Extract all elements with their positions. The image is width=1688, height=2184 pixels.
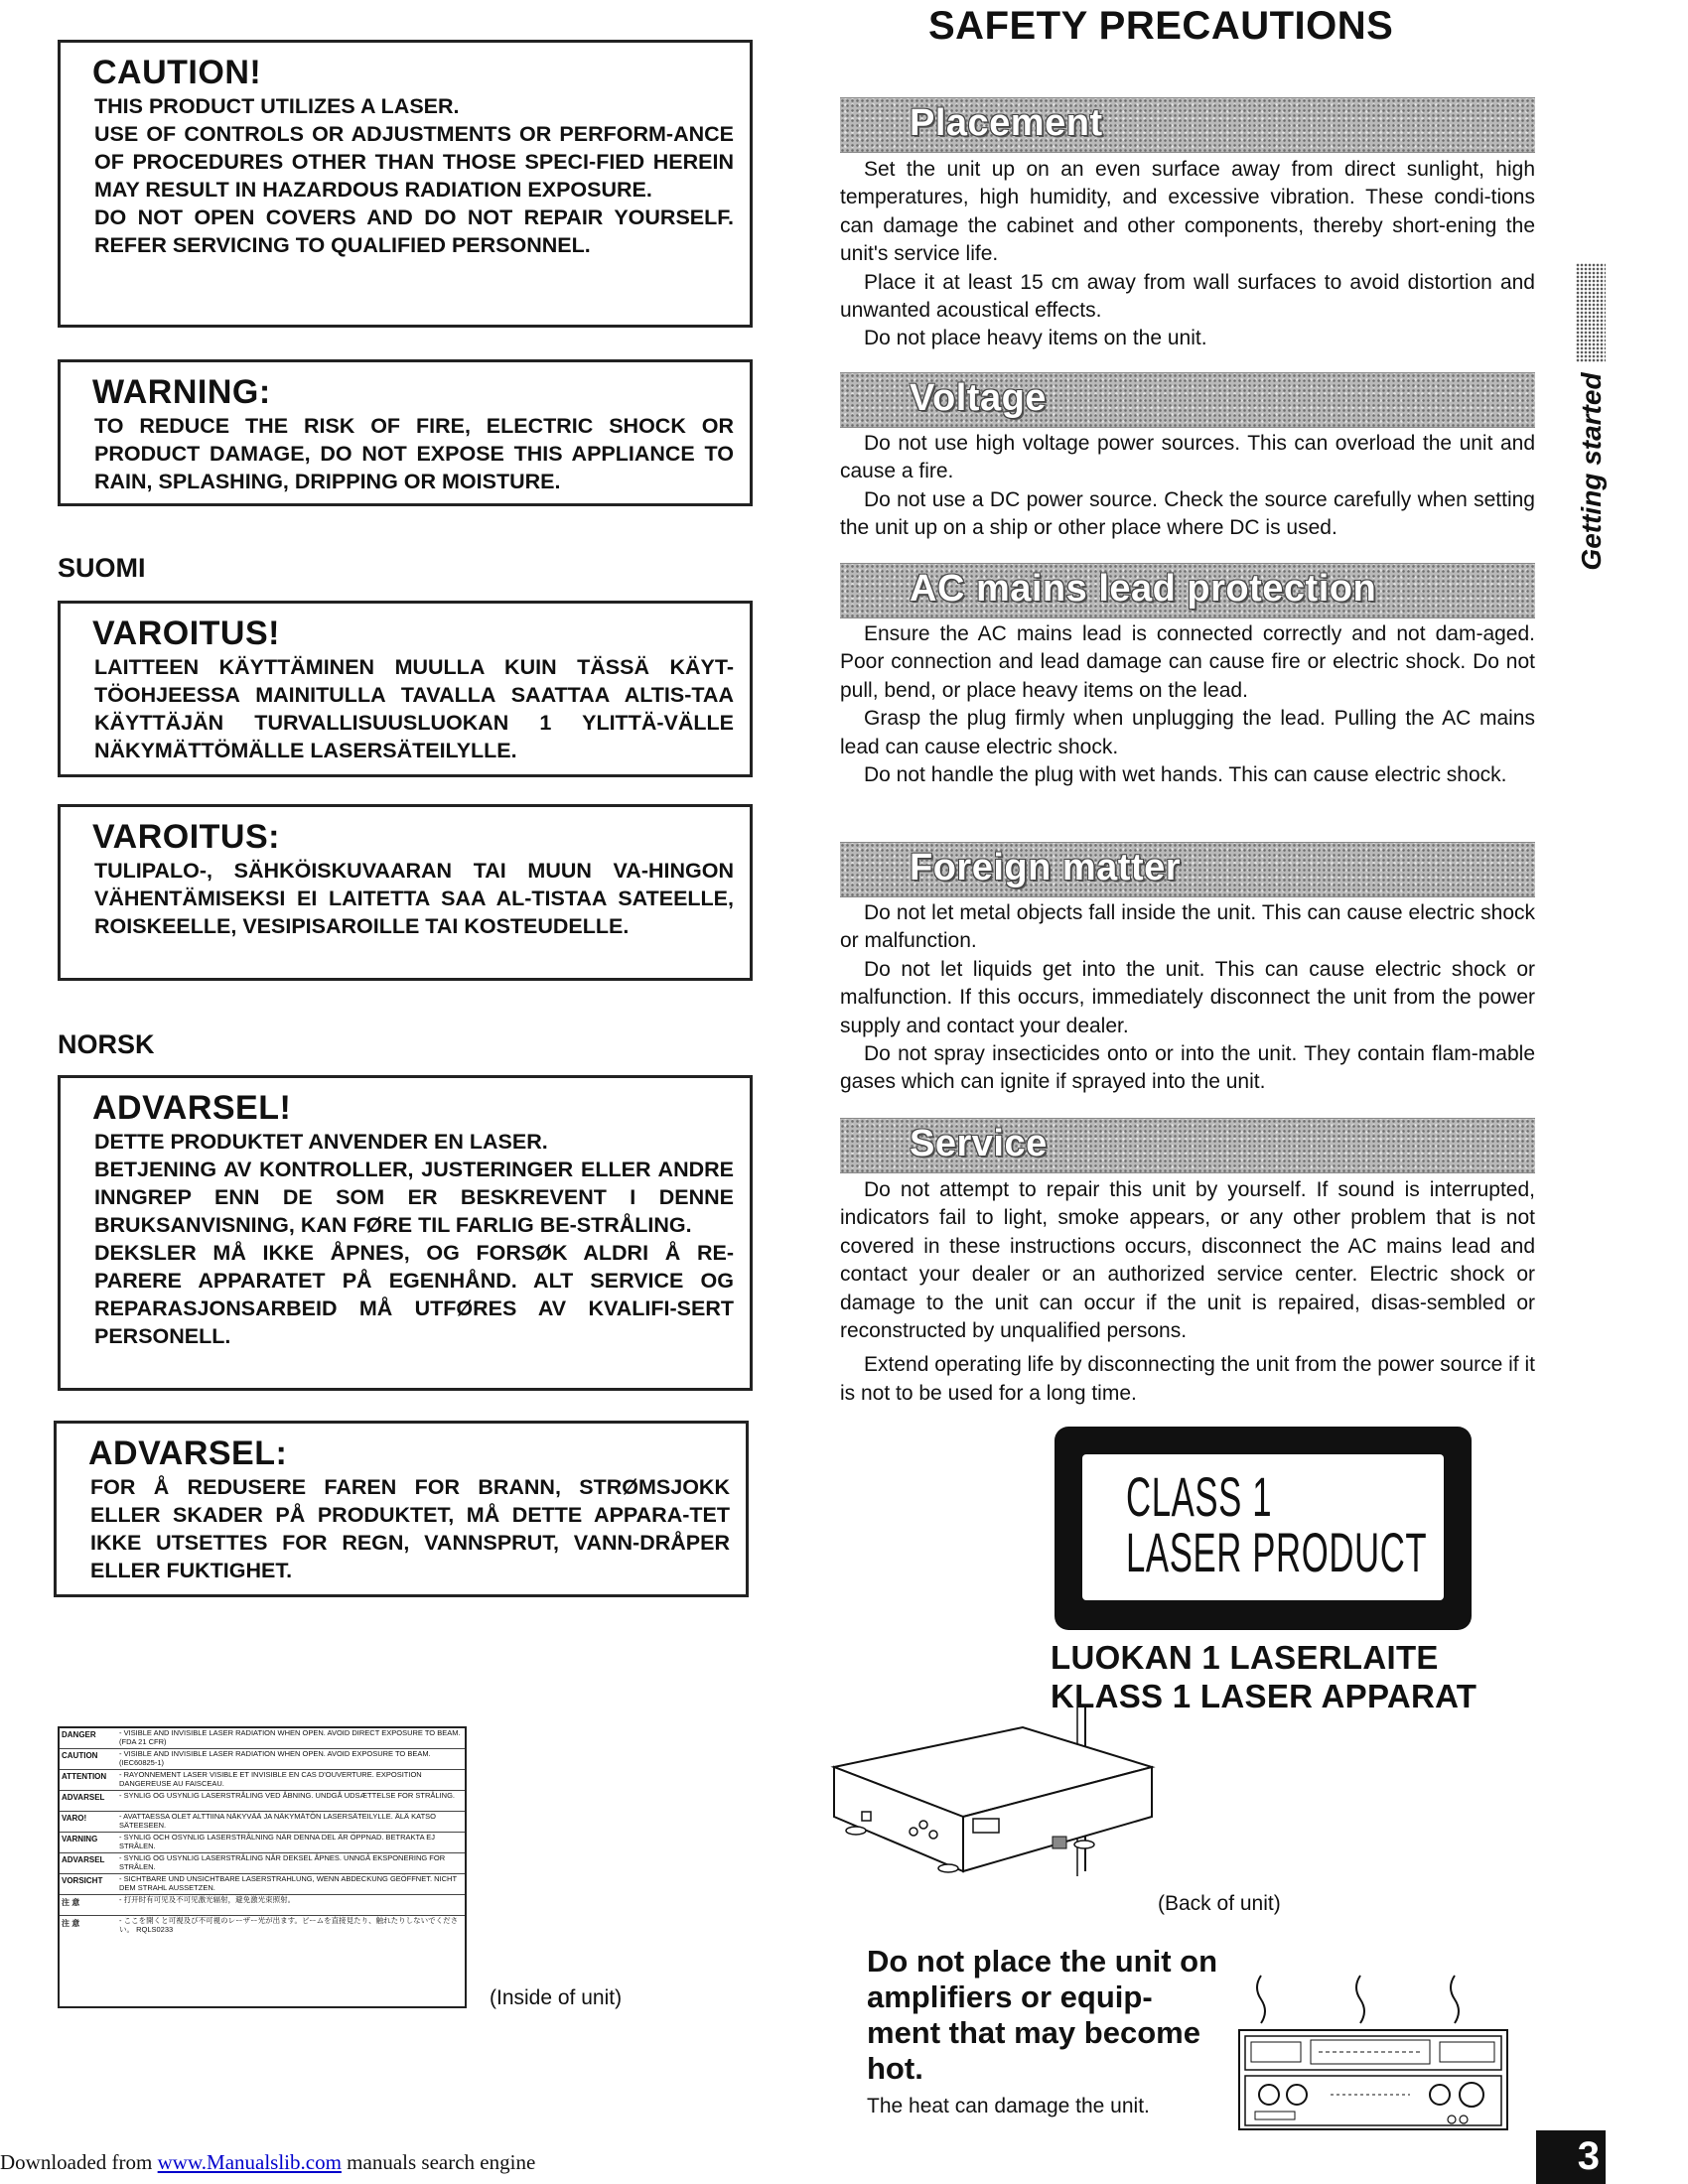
unit-back-illustration xyxy=(824,1707,1172,1916)
varoitus-heading: VAROITUS! xyxy=(92,614,280,652)
paragraph: Do not use a DC power source. Check the source carefully when setting the unit up on a ship or other place where DC is used. xyxy=(840,487,1535,540)
suomi-label: SUOMI xyxy=(58,553,146,583)
varoitus-box-2 xyxy=(58,804,753,981)
page-title: SAFETY PRECAUTIONS xyxy=(928,4,1394,48)
advarsel-heading: ADVARSEL: xyxy=(88,1434,288,1472)
advarsel-line: BETJENING AV KONTROLLER, JUSTERINGER ELLER ANDRE INNGREP ENN DE SOM ER BESKREVENT I DENNE BRUKSANVISNING, KAN FØRE TIL FARLIG BE-STRÅLING. xyxy=(94,1158,734,1237)
section-bar-foreign-matter xyxy=(840,842,1535,897)
side-tab-marker xyxy=(1576,263,1606,362)
label-row: ADVARSEL - SYNLIG OG USYNLIG LASERSTRÅLING VED ÅBNING. UNDGÅ UDSÆTTELSE FOR STRÅLING. xyxy=(60,1791,465,1812)
varoitus-text: LAITTEEN KÄYTTÄMINEN MUULLA KUIN TÄSSÄ KÄYT-TÖOHJEESSA MAINITULLA TAVALLA SAATTAA ALTIS-TAA KÄYTTÄJÄN TURVALLISUUSLUOKAN 1 YLITTÄ-VÄLLE NÄKYMÄTTÖMÄLLE LASERSÄTEILYLLE. xyxy=(94,655,734,762)
label-row: DANGER - VISIBLE AND INVISIBLE LASER RADIATION WHEN OPEN. AVOID DIRECT EXPOSURE TO BEAM. (FDA 21 CFR) xyxy=(60,1728,465,1749)
section-heading: Service xyxy=(910,1123,1048,1164)
caution-line: DO NOT OPEN COVERS AND DO NOT REPAIR YOURSELF. REFER SERVICING TO QUALIFIED PERSONNEL. xyxy=(94,205,734,257)
label-row: VORSICHT - SICHTBARE UND UNSICHTBARE LASERSTRAHLUNG, WENN ABDECKUNG GEÖFFNET. NICHT DEM STRAHL AUSSETZEN. xyxy=(60,1874,465,1895)
footer-suffix: manuals search engine xyxy=(341,2150,536,2174)
varoitus-heading: VAROITUS: xyxy=(92,818,280,856)
label-row: CAUTION - VISIBLE AND INVISIBLE LASER RADIATION WHEN OPEN. AVOID EXPOSURE TO BEAM. (IEC60825-1) xyxy=(60,1749,465,1770)
label-row: ADVARSEL - SYNLIG OG USYNLIG LASERSTRÅLING NÅR DEKSEL ÅPNES. UNNGÅ EKSPONERING FOR STRÅLEN. xyxy=(60,1853,465,1874)
advarsel-text: FOR Å REDUSERE FAREN FOR BRANN, STRØMSJOKK ELLER SKADER PÅ PRODUKTET, MÅ DETTE APPARA-TET IKKE UTSETTES FOR REGN, VANNSPRUT, VANN-DRÅPER ELLER FUKTIGHET. xyxy=(90,1475,730,1582)
paragraph: Do not handle the plug with wet hands. This can cause electric shock. xyxy=(864,763,1507,787)
paragraph: Do not use high voltage power sources. This can overload the unit and cause a fire. xyxy=(840,432,1535,483)
advarsel-box-1 xyxy=(58,1075,753,1391)
paragraph: Grasp the plug firmly when unplugging the lead. Pulling the AC mains lead can cause electric shock. xyxy=(840,707,1535,758)
manualslib-link[interactable]: www.Manualslib.com xyxy=(157,2150,342,2174)
side-tab xyxy=(1537,372,1646,571)
caution-line: THIS PRODUCT UTILIZES A LASER. xyxy=(94,94,460,118)
section-foreign-matter xyxy=(840,899,1535,1097)
warning-box xyxy=(58,359,753,506)
caution-box xyxy=(58,40,753,328)
section-heading: AC mains lead protection xyxy=(910,568,1377,610)
label-row: 注 意 - 打开时有可见及不可见激光辐射，避免激光束照射。 xyxy=(60,1895,465,1916)
section-bar-placement xyxy=(840,97,1535,153)
section-bar-ac-mains xyxy=(840,563,1535,618)
label-row: ATTENTION - RAYONNEMENT LASER VISIBLE ET INVISIBLE EN CAS D'OUVERTURE. EXPOSITION DANGEREUSE AU FAISCEAU. xyxy=(60,1770,465,1791)
varoitus-text: TULIPALO-, SÄHKÖISKUVAARAN TAI MUUN VA-HINGON VÄHENTÄMISEKSI EI LAITETTA SAA AL-TISTAA SATEELLE, ROISKEELLE, VESIPISAROILLE TAI KOSTEUDELLE. xyxy=(94,859,734,938)
section-heading: Voltage xyxy=(910,377,1047,419)
paragraph: Do not attempt to repair this unit by yourself. If sound is interrupted, indicators fail to light, smoke appears, or any other problem that is not covered in these instructions occurs, disconnect the AC mains lead and contact your dealer or an authorized service center. Electric shock or damage to the unit can occur if the unit is repaired, disas-sembled or reconstructed by unqualified persons. xyxy=(840,1178,1535,1343)
advarsel-line: DEKSLER MÅ IKKE ÅPNES, OG FORSØK ALDRI Å RE-PARERE APPARATET PÅ EGENHÅND. ALT SERVICE OG REPARASJONSARBEID MÅ UTFØRES AV KVALIFI-SERT PERSONELL. xyxy=(94,1241,734,1348)
section-service xyxy=(840,1176,1535,1408)
paragraph: Do not spray insecticides onto or into the unit. They contain flam-mable gases which can ignite if sprayed into the unit. xyxy=(840,1042,1535,1094)
paragraph: Do not let liquids get into the unit. This can cause electric shock or malfunction. If this occurs, immediately disconnect the unit from the power supply and contact your dealer. xyxy=(840,957,1535,1037)
laser-label-line1: CLASS 1 xyxy=(1126,1465,1273,1528)
advarsel-box-2 xyxy=(54,1421,749,1597)
paragraph: Do not let metal objects fall inside the unit. This can cause electric shock or malfunction. xyxy=(840,901,1535,953)
hot-equipment-warning: Do not place the unit on amplifiers or equip-ment that may become hot. xyxy=(867,1944,1218,2086)
amplifier-illustration xyxy=(1231,1971,1519,2149)
paragraph: Extend operating life by disconnecting the unit from the power source if it is not to be used for a long time. xyxy=(840,1353,1535,1405)
laser-label-line2: LASER PRODUCT xyxy=(1126,1521,1428,1583)
paragraph: Ensure the AC mains lead is connected correctly and not dam-aged. Poor connection and lead damage can cause fire or electric shock. Do not pull, bend, or place heavy items on the lead. xyxy=(840,622,1535,702)
advarsel-heading: ADVARSEL! xyxy=(92,1089,292,1127)
laser-warning-label xyxy=(58,1726,467,2008)
inside-unit-caption: (Inside of unit) xyxy=(490,1986,623,2009)
back-unit-caption: (Back of unit) xyxy=(1158,1892,1281,1915)
page-number-tab xyxy=(1536,2130,1606,2184)
warning-heading: WARNING: xyxy=(92,373,271,411)
footer-prefix: Downloaded from xyxy=(0,2150,158,2174)
section-bar-voltage xyxy=(840,372,1535,428)
paragraph: Do not place heavy items on the unit. xyxy=(864,327,1207,350)
class1-laser-label xyxy=(1055,1427,1472,1630)
paragraph: Set the unit up on an even surface away from direct sunlight, high temperatures, high humidity, and excessive vibration. These condi-tions can damage the cabinet and other components, thereby short-ening the unit's service life. xyxy=(840,158,1535,266)
laser-caption-swedish: KLASS 1 LASER APPARAT xyxy=(1051,1678,1477,1714)
footer xyxy=(0,2150,535,2175)
laser-caption-finnish: LUOKAN 1 LASERLAITE xyxy=(1051,1639,1439,1676)
caution-heading: CAUTION! xyxy=(92,54,262,91)
label-row: VARNING - SYNLIG OCH OSYNLIG LASERSTRÅLNING NÄR DENNA DEL ÄR ÖPPNAD. BETRAKTA EJ STRÅLEN. xyxy=(60,1833,465,1853)
caution-line: USE OF CONTROLS OR ADJUSTMENTS OR PERFORM-ANCE OF PROCEDURES OTHER THAN THOSE SPECI-FIED HEREIN MAY RESULT IN HAZARDOUS RADIATION EXPOSURE. xyxy=(94,122,734,202)
section-ac-mains xyxy=(840,620,1535,789)
hot-equipment-subtext: The heat can damage the unit. xyxy=(867,2095,1150,2117)
warning-text: TO REDUCE THE RISK OF FIRE, ELECTRIC SHOCK OR PRODUCT DAMAGE, DO NOT EXPOSE THIS APPLIANCE TO RAIN, SPLASHING, DRIPPING OR MOISTURE. xyxy=(94,414,734,493)
section-bar-service xyxy=(840,1118,1535,1173)
section-heading: Placement xyxy=(910,102,1103,144)
label-row: VARO! - AVATTAESSA OLET ALTTIINA NÄKYVÄÄ JA NÄKYMÄTÖN LASERSÄTEILYLLE. ÄLÄ KATSO SÄTEESEEN. xyxy=(60,1812,465,1833)
page-number: 3 xyxy=(1577,2134,1600,2178)
section-voltage xyxy=(840,430,1535,543)
side-tab-label: Getting started xyxy=(1576,372,1607,571)
paragraph: Place it at least 15 cm away from wall surfaces to avoid distortion and unwanted acoustical effects. xyxy=(840,270,1535,323)
label-row: 注 意 - ここを開くと可視及び不可視のレーザー光が出ます。ビームを直接見たり、触れたりしないでください。 RQLS0233 xyxy=(62,1916,459,1934)
section-placement xyxy=(840,156,1535,353)
varoitus-box-1 xyxy=(58,601,753,777)
norsk-label: NORSK xyxy=(58,1029,155,1059)
section-heading: Foreign matter xyxy=(910,847,1182,888)
advarsel-line: DETTE PRODUKTET ANVENDER EN LASER. xyxy=(94,1130,548,1154)
